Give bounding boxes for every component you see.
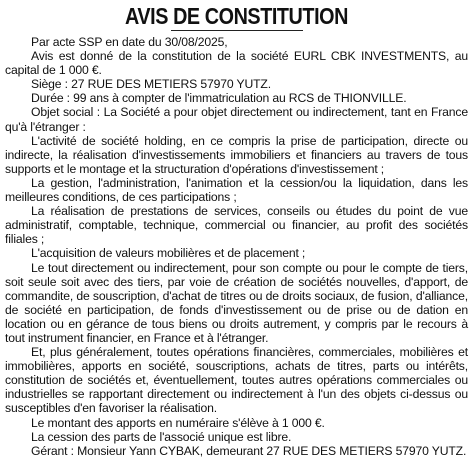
paragraph-management: La gestion, l'administration, l'animation et la cession/ou la liquidation, dans les meilleures conditions, de ces participations ; — [5, 175, 468, 205]
paragraph-general: Et, plus généralement, toutes opérations financières, commerciales, mobilières et immobilières, apports en société, souscriptions, achats de titres, parts ou intérêts, constitution de sociétés et, éventuellement, toutes autres opérations commerciales ou industrielles se rapportant directement ou indirectement à l'un des objets ci-dessus ou susceptibles d'en favoriser la réalisation. — [5, 345, 468, 416]
title-underline — [171, 30, 303, 31]
paragraph-manager: Gérant : Monsieur Yann CYBAK, demeurant 27 RUE DES METIERS 57970 YUTZ. — [31, 443, 467, 458]
paragraph-deed-date: Par acte SSP en date du 30/08/2025, — [31, 35, 228, 49]
paragraph-acquisition: L'acquisition de valeurs mobilières et de placement ; — [31, 246, 306, 261]
paragraph-corporate-purpose: Objet social : La Société a pour objet directement ou indirectement, tant en France qu'à l'étranger : — [5, 105, 468, 134]
paragraph-holding-activity: L'activité de société holding, en ce compris la prise de participation, directe ou indirecte, la réalisation d'investissements immobiliers et financiers au travers de tous supports et le montage et la structuration d'opérations d'investissement ; — [5, 133, 468, 176]
paragraph-company-capital: Avis est donné de la constitution de la société EURL CBK INVESTMENTS, au capital de 1 000 €. — [5, 49, 468, 78]
notice-body — [5, 35, 468, 458]
paragraph-contributions: Le montant des apports en numéraire s'élève à 1 000 €. — [31, 415, 325, 430]
notice-title: AVIS DE CONSTITUTION — [125, 3, 348, 29]
paragraph-services: La réalisation de prestations de services, conseils ou études du point de vue administratif, comptable, technique, commercial ou financier, au profit des sociétés filiales ; — [5, 204, 468, 247]
paragraph-head-office: Siège : 27 RUE DES METIERS 57970 YUTZ. — [31, 77, 271, 92]
paragraph-duration: Durée : 99 ans à compter de l'immatriculation au RCS de THIONVILLE. — [31, 91, 407, 106]
paragraph-share-transfer: La cession des parts de l'associé unique est libre. — [31, 429, 292, 444]
paragraph-operations: Le tout directement ou indirectement, pour son compte ou pour le compte de tiers, soit seule soit avec des tiers, par voie de création de sociétés nouvelles, d'apport, de commandite, de souscription, d'achat de titres ou de droits sociaux, de fusion, d'alliance, de société en participation, de fonds d'investissement ou de prise ou de dation en location ou en gérance de tous biens ou droits autrement, y compris par le recours à tout instrument financier, en France et à l'étranger. — [5, 260, 468, 345]
